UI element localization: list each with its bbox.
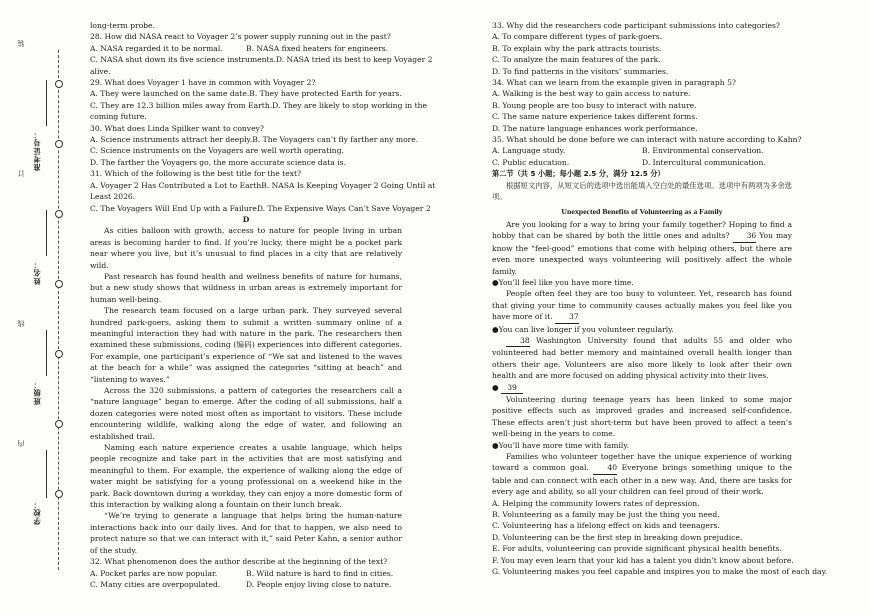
answer-option-c: C. Volunteering has a lifelong effect on kids and teenagers. bbox=[492, 521, 720, 531]
margin-word: 装 bbox=[17, 40, 25, 47]
passage-paragraph: As cities balloon with growth, access to nature for people living in urban areas is becoming harder to find. If you’re lucky, there might be a pocket park near where you live, but it’s unusual to find places in a city that are relatively wild. bbox=[90, 226, 402, 270]
option-28d: D. NASA tried its best to keep Voyager 2 bbox=[275, 55, 433, 65]
binding-hole bbox=[55, 490, 63, 498]
blank-39[interactable]: 39 bbox=[501, 382, 523, 394]
bullet-heading-blank: ● 39 bbox=[492, 382, 792, 394]
option-31b-cont: Least 2026. bbox=[90, 192, 136, 202]
binding-margin bbox=[14, 20, 72, 580]
option-31d: D. The Expensive Ways Can’t Save Voyager 2 bbox=[256, 203, 431, 213]
passage-paragraph-2: People often feel they are too busy to volunteer. Yet, research has found that giving your time to community causes actually makes you feel like you have more of it. 37 bbox=[492, 288, 792, 323]
question-29: 29. What does Voyager 1 have in common with Voyager 2? bbox=[90, 78, 316, 88]
option-29d: D. They are likely to stop working in the bbox=[272, 100, 428, 110]
option-28a: A. NASA regarded it to be normal. bbox=[90, 43, 223, 53]
exam-number-label: 准考证号： bbox=[32, 130, 41, 171]
option-31c: C. The Voyagers Will End Up with a Failure bbox=[90, 203, 257, 213]
binding-hole bbox=[55, 280, 63, 288]
section-d-label: D bbox=[242, 214, 250, 224]
answer-option-d: D. Volunteering can be the first step in breaking down prejudice. bbox=[492, 532, 743, 542]
option-34b: B. Young people are too busy to interact with nature. bbox=[492, 100, 697, 110]
binding-hole bbox=[55, 350, 63, 358]
answer-option-f: F. You may even learn that your kid has a talent you didn’t know about before. bbox=[492, 555, 794, 565]
option-34c: C. The same nature experience takes different forms. bbox=[492, 112, 698, 122]
question-31: 31. Which of the following is the best title for the text? bbox=[90, 169, 302, 179]
name-label: 姓名： bbox=[32, 260, 41, 285]
option-32a: A. Pocket parks are now popular. bbox=[90, 568, 218, 578]
option-33b: B. To explain why the park attracts tourists. bbox=[492, 43, 662, 53]
option-32b: B. Wild nature is hard to find in cities. bbox=[246, 568, 394, 578]
margin-word: 订 bbox=[17, 170, 25, 177]
question-35: 35. What should be done before we can interact with nature according to Kahn? bbox=[492, 135, 802, 145]
passage-paragraph: “We’re trying to generate a language that helps bring the human-nature interactions back into our daily lives. And for that to happen, we also need to protect nature so that we can interact with it,” said Peter Kahn, a senior author of the study. bbox=[90, 511, 402, 555]
option-28d-cont: alive. bbox=[90, 66, 111, 76]
option-33a: A. To compare different types of park-goers. bbox=[492, 32, 663, 42]
passage-paragraph: Naming each nature experience creates a usable language, which helps people recognize and take part in the activities that are most satisfying and meaningful to them. For example, the experience of walking along the edge of water might be satisfying for a young professional on a weekend hike in the park. Back downtown during a workday, they can enjoy a more domestic form of this interaction by walking along a fountain on their lunch break. bbox=[90, 443, 402, 510]
passage-paragraph-5: Families who volunteer together have the unique experience of working toward a common goal. 40 Everyone brings something unique to the table and can connect with each other in a new way. And, there are tasks for every age and ability, so all your children can feel proud of their work. bbox=[492, 452, 792, 497]
option-30c: C. Science instruments on the Voyagers are well worth operating. bbox=[90, 146, 344, 156]
option-32d: D. People enjoy living close to nature. bbox=[246, 579, 392, 589]
passage-paragraph: Past research has found health and wellness benefits of nature for humans, but a new study shows that wildness in urban areas is extremely important for human well-being. bbox=[90, 271, 402, 304]
right-column bbox=[492, 20, 828, 578]
option-29c: C. They are 12.3 billion miles away from Earth. bbox=[90, 100, 273, 110]
binding-hole bbox=[55, 80, 63, 88]
margin-word: 内 bbox=[17, 440, 25, 447]
option-33d: D. To find patterns in the visitors’ summaries. bbox=[492, 66, 669, 76]
option-31a: A. Voyager 2 Has Contributed a Lot to Earth bbox=[90, 180, 262, 190]
binding-hole bbox=[55, 140, 63, 148]
class-field[interactable] bbox=[46, 330, 47, 376]
option-30d: D. The farther the Voyagers go, the more accurate science data is. bbox=[90, 157, 346, 167]
name-field[interactable] bbox=[46, 210, 47, 256]
option-34d: D. The nature language enhances work performance. bbox=[492, 123, 698, 133]
option-35c: C. Public education. bbox=[492, 157, 570, 167]
bullet-heading: ●You’ll have more time with family. bbox=[492, 440, 630, 450]
passage-paragraph: The research team focused on a large urban park. They surveyed several hundred park-goers, asking them to submit a written summary online of a meaningful interaction they had with nature in the park. The researchers then examined these submissions, coding (编码) experiences into different categories. For example, one participant’s experience of “We sat and listened to the waves at the beach for a while” was assigned the categories “sitting at beach” and “listening to waves.” bbox=[90, 306, 402, 384]
blank-37[interactable]: 37 bbox=[555, 311, 579, 323]
continued-text: long-term probe. bbox=[90, 21, 155, 30]
option-30b: B. The Voyagers can’t fly farther any more. bbox=[252, 135, 419, 145]
option-32c: C. Many cities are overpopulated. bbox=[90, 579, 221, 589]
passage-paragraph-3: 38 Washington University found that adults 55 and older who volunteered had better memory and maintained overall health longer than others their age. Volunteers are also more likely to look after their own health and are more focused on adding physical activity into their lives. bbox=[492, 335, 793, 381]
answer-option-e: E. For adults, volunteering can provide significant physical health benefits. bbox=[492, 544, 782, 554]
school-label: 学校： bbox=[32, 500, 41, 525]
option-28b: B. NASA fixed heaters for engineers. bbox=[246, 43, 389, 53]
question-28: 28. How did NASA react to Voyager 2’s power supply running out in the past? bbox=[90, 32, 391, 42]
margin-word: 线 bbox=[17, 320, 25, 327]
blank-40[interactable]: 40 bbox=[593, 462, 617, 474]
answer-option-g: G. Volunteering makes you feel capable and inspires you to make the most of each day. bbox=[492, 567, 828, 577]
option-28c: C. NASA shut down its five science instruments. bbox=[90, 55, 276, 65]
question-30: 30. What does Linda Spilker want to convey? bbox=[90, 123, 264, 133]
blank-38[interactable]: 38 bbox=[506, 335, 530, 347]
answer-option-b: B. Volunteering as a family may be just the thing you need. bbox=[492, 510, 720, 520]
binding-hole bbox=[55, 210, 63, 218]
option-33c: C. To analyze the main features of the park. bbox=[492, 55, 661, 65]
class-label: 班级： bbox=[32, 380, 41, 405]
answer-option-a: A. Helping the community lowers rates of depression. bbox=[492, 498, 700, 508]
passage-paragraph-1: Are you looking for a way to bring your family together? Hoping to find a hobby that can be shared by both the little ones and adults? 36 You may know the “feel-good” emotions that come with helping others, but there are even more unexpected ways volunteering will positively affect the whole family. bbox=[492, 219, 792, 276]
option-34a: A. Walking is the best way to gain access to nature. bbox=[492, 89, 691, 99]
bullet-heading: ●You can live longer if you volunteer regularly. bbox=[492, 324, 674, 334]
option-35a: A. Language study. bbox=[492, 146, 566, 156]
exam-number-field[interactable] bbox=[46, 80, 47, 126]
option-29b: B. They have protected Earth for years. bbox=[249, 89, 402, 99]
option-35d: D. Intercultural communication. bbox=[642, 157, 766, 167]
passage-title: Unexpected Benefits of Volunteering as a Family bbox=[561, 206, 723, 216]
option-30a: A. Science instruments attract her deeply. bbox=[90, 135, 253, 145]
question-33: 33. Why did the researchers code participant submissions into categories? bbox=[492, 21, 780, 30]
question-34: 34. What can we learn from the example given in paragraph 5? bbox=[492, 78, 736, 88]
school-field[interactable] bbox=[46, 450, 47, 498]
binding-hole bbox=[55, 420, 63, 428]
section-2-instructions: 根据短文内容，从短文后的选项中选出能填入空白处的最佳选项。选项中有两项为多余选项。 bbox=[492, 180, 792, 202]
passage-paragraph: Across the 320 submissions, a pattern of categories the researchers call a “nature language” began to emerge. After the coding of all submissions, half a dozen categories were noted most often as important to visitors. These include encountering wildlife, walking along the edge of water, and following an established trail. bbox=[90, 386, 402, 441]
option-29d-cont: coming future. bbox=[90, 112, 147, 122]
left-column bbox=[90, 20, 436, 590]
question-32: 32. What phenomenon does the author describe at the beginning of the text? bbox=[90, 557, 388, 567]
option-35b: B. Environmental conservation. bbox=[642, 146, 764, 156]
section-2-heading: 第二节（共 5 小题；每小题 2.5 分，满分 12.5 分） bbox=[492, 169, 665, 179]
option-31b: B. NASA Is Keeping Voyager 2 Going Until at bbox=[261, 180, 436, 190]
option-29a: A. They were launched on the same date. bbox=[90, 89, 250, 99]
passage-paragraph-4: Volunteering during teenage years has been linked to some major positive effects such as improved grades and increased self-confidence. These effects aren’t just short-term but have been proved to affect a teen’s well-being in the years to come. bbox=[492, 395, 792, 439]
bullet-heading: ●You’ll feel like you have more time. bbox=[492, 277, 634, 287]
blank-36[interactable]: 36 bbox=[733, 230, 757, 242]
